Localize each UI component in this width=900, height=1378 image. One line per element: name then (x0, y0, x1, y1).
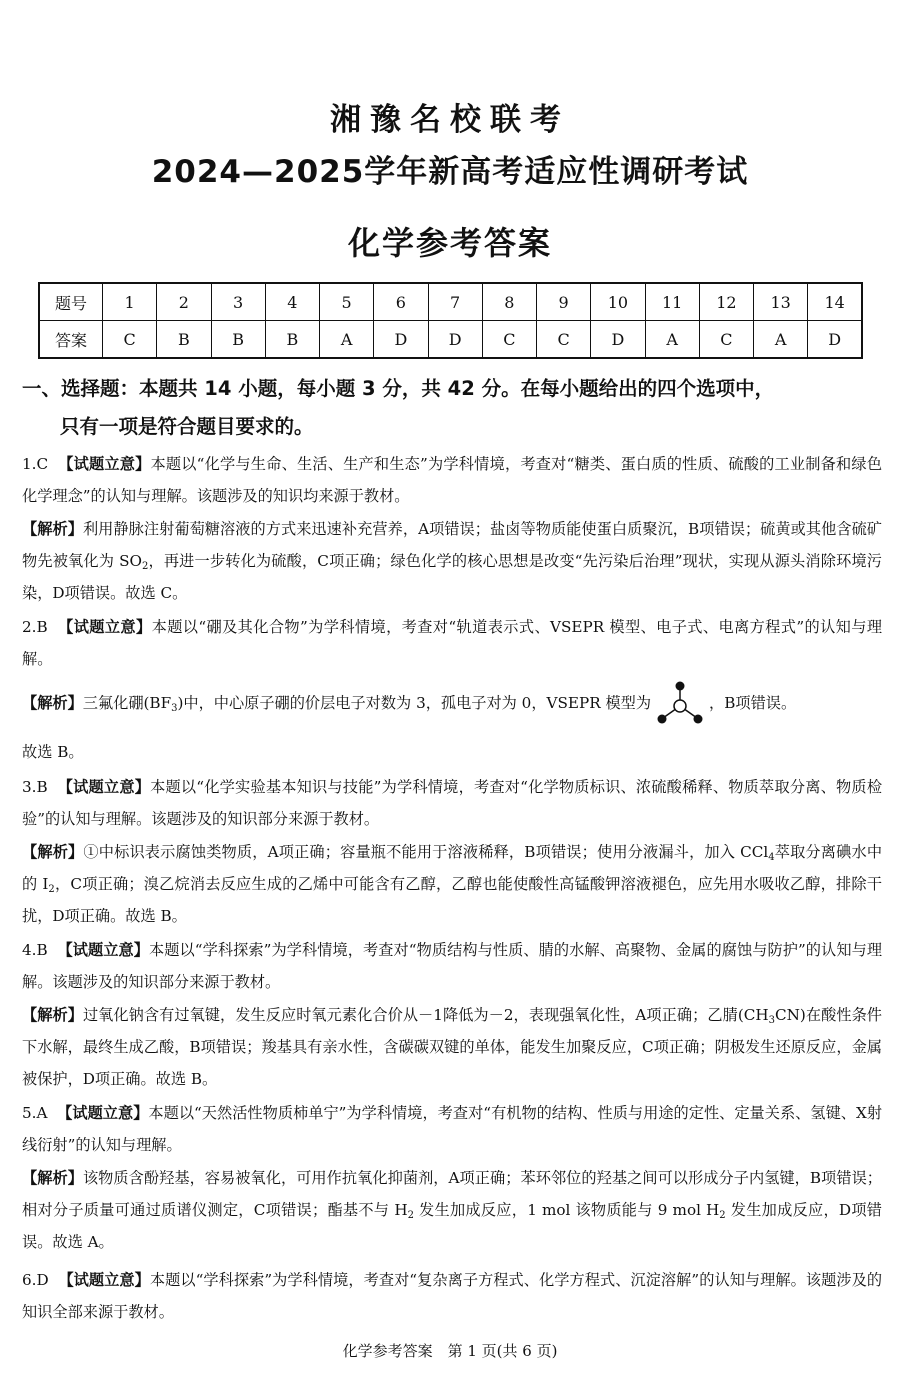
table-cell: D (374, 321, 428, 359)
q1-number: 1.C (22, 455, 49, 473)
section-heading-line2: 只有一项是符合题目要求的。 (60, 415, 314, 438)
q5-analysis-text: 该物质含酚羟基，容易被氧化，可用作抗氧化抑菌剂，A项正确；苯环邻位的羟基之间可以形成分子内氢键，B项错误；相对分子质量可通过质谱仪测定，C项错误；酯基不与 H (22, 1169, 882, 1219)
basis-tag: 【试题立意】 (57, 941, 149, 959)
table-cell: C (537, 321, 591, 359)
subscript: 4 (768, 852, 775, 863)
q1-analysis (22, 513, 882, 609)
table-cell: 9 (537, 283, 591, 321)
basis-tag: 【试题立意】 (58, 455, 151, 473)
q4-basis-text: 本题以“学科探索”为学科情境，考查对“物质结构与性质、腈的水解、高聚物、金属的腐蚀与防护”的认知与理解。该题涉及的知识部分来源于教材。 (22, 941, 883, 991)
row-label-number: 题号 (39, 283, 103, 321)
analysis-tag: 【解析】 (22, 1169, 83, 1187)
q5-number: 5.A (22, 1104, 48, 1122)
table-cell: 7 (428, 283, 482, 321)
q4-number: 4.B (22, 941, 48, 959)
answer-row (39, 321, 862, 359)
page-footer: 化学参考答案 第 1 页(共 6 页) (342, 1342, 558, 1360)
q2-analysis-text-3: ，B项错误。 (709, 694, 797, 712)
table-cell: A (645, 321, 699, 359)
q6-number: 6.D (22, 1271, 49, 1289)
analysis-tag: 【解析】 (22, 694, 83, 712)
q1-basis-text: 本题以“化学与生命、生活、生产和生态”为学科情境，考查对“糖类、蛋白质的性质、硫酸的工业制备和绿色化学理念”的认知与理解。该题涉及的知识均来源于教材。 (22, 455, 883, 505)
q4-analysis (22, 999, 882, 1095)
q3-analysis (22, 836, 882, 932)
table-cell: B (265, 321, 319, 359)
answer-key-title: 化学参考答案 (347, 224, 552, 262)
table-cell: D (591, 321, 645, 359)
section-heading (22, 370, 892, 446)
q6-basis-text: 本题以“学科探索”为学科情境，考查对“复杂离子方程式、化学方程式、沉淀溶解”的认知与理解。该题涉及的知识全部来源于教材。 (22, 1271, 883, 1321)
table-cell: 5 (320, 283, 374, 321)
q2-analysis-text: 三氟化硼(BF (82, 694, 172, 712)
basis-tag: 【试题立意】 (57, 778, 151, 796)
q2-basis-text: 本题以“硼及其化合物”为学科情境，考查对“轨道表示式、VSEPR 模型、电子式、电离方程式”的认知与理解。 (22, 618, 883, 668)
q2-conclusion: 故选 B。 (22, 743, 84, 761)
subscript: 2 (719, 1210, 726, 1221)
table-cell: 13 (754, 283, 808, 321)
table-cell: C (699, 321, 753, 359)
basis-tag: 【试题立意】 (58, 618, 152, 636)
table-cell: 14 (808, 283, 862, 321)
q4-analysis-text: 过氧化钠含有过氧键，发生反应时氧元素化合价从－1降低为－2，表现强氧化性，A项正确；乙腈(CH (82, 1006, 769, 1024)
subscript: 3 (171, 703, 178, 714)
table-cell: 12 (699, 283, 753, 321)
q1-analysis-text-2: ，再进一步转化为硫酸，C项正确；绿色化学的核心思想是改变“先污染后治理”现状，实现从源头消除环境污染，D项错误。故选 C。 (22, 552, 882, 602)
table-cell: C (103, 321, 157, 359)
subscript: 3 (768, 1015, 775, 1026)
q5-basis (22, 1097, 882, 1161)
q2-basis (22, 611, 882, 675)
q6-basis (22, 1264, 882, 1328)
q2-analysis-text-2: )中，中心原子硼的价层电子对数为 3，孤电子对为 0，VSEPR 模型为 (177, 694, 652, 712)
table-cell: 10 (591, 283, 645, 321)
q2-number: 2.B (22, 618, 48, 636)
table-cell: C (482, 321, 536, 359)
analysis-tag: 【解析】 (22, 520, 83, 538)
q1-basis (22, 448, 882, 512)
q3-analysis-text-3: ，C项正确；溴乙烷消去反应生成的乙烯中可能含有乙醇，乙醇也能使酸性高锰酸钾溶液褪色，应先用水吸收乙醇，排除干扰，D项正确。故选 B。 (22, 875, 883, 925)
q2-analysis (22, 680, 882, 728)
table-cell: 8 (482, 283, 536, 321)
q5-analysis-text-2: 发生加成反应，1 mol 该物质能与 9 mol H (413, 1201, 720, 1219)
table-cell: 3 (211, 283, 265, 321)
table-cell: 11 (645, 283, 699, 321)
analysis-tag: 【解析】 (22, 843, 84, 861)
q3-analysis-text: ①中标识表示腐蚀类物质，A项正确；容量瓶不能用于溶液稀释，B项错误；使用分液漏斗，加入 CCl (83, 843, 769, 861)
table-cell: A (754, 321, 808, 359)
exam-union-title: 湘豫名校联考 (330, 102, 570, 138)
analysis-tag: 【解析】 (22, 1006, 83, 1024)
q5-analysis-text-3: 发生加成反应，D项错误。故选 A。 (22, 1201, 882, 1251)
basis-tag: 【试题立意】 (58, 1271, 150, 1289)
table-cell: B (157, 321, 211, 359)
table-cell: A (320, 321, 374, 359)
q3-analysis-text-2: 萃取分离碘水中的 I (22, 843, 883, 893)
question-number-row (39, 283, 862, 321)
q3-basis (22, 771, 882, 835)
table-cell: D (428, 321, 482, 359)
answer-table (38, 282, 863, 359)
basis-tag: 【试题立意】 (57, 1104, 149, 1122)
table-cell: 1 (103, 283, 157, 321)
subscript: 2 (141, 561, 149, 572)
table-cell: B (211, 321, 265, 359)
row-label-answer: 答案 (39, 321, 103, 359)
subscript: 2 (48, 884, 55, 895)
table-cell: 4 (265, 283, 319, 321)
q4-analysis-text-2: CN)在酸性条件下水解，最终生成乙酸，B项错误；羧基具有亲水性，含碳碳双键的单体，能发生加聚反应，C项正确；阴极发生还原反应，金属被保护，D项正确。故选 B。 (22, 1006, 882, 1088)
table-cell: 2 (157, 283, 211, 321)
q5-analysis (22, 1162, 882, 1258)
q3-number: 3.B (22, 778, 48, 796)
table-cell: D (808, 321, 862, 359)
exam-name-title: 2024—2025学年新高考适应性调研考试 (151, 154, 749, 190)
table-cell: 6 (374, 283, 428, 321)
q3-basis-text: 本题以“化学实验基本知识与技能”为学科情境，考查对“化学物质标识、浓硫酸稀释、物质萃取分离、物质检验”的认知与理解。该题涉及的知识部分来源于教材。 (22, 778, 883, 828)
q1-analysis-text: 利用静脉注射葡萄糖溶液的方式来迅速补充营养，A项错误；盐卤等物质能使蛋白质聚沉，B项错误；硫黄或其他含硫矿物先被氧化为 SO (22, 520, 882, 570)
q4-basis (22, 934, 882, 998)
vsepr-trigonal-planar-diagram (654, 680, 706, 728)
section-heading-line1: 一、选择题：本题共 14 小题，每小题 3 分，共 42 分。在每小题给出的四个选项中， (22, 377, 775, 400)
q5-basis-text: 本题以“天然活性物质柿单宁”为学科情境，考查对“有机物的结构、性质与用途的定性、定量关系、氢键、X射线衍射”的认知与理解。 (22, 1104, 883, 1154)
subscript: 2 (407, 1210, 414, 1221)
